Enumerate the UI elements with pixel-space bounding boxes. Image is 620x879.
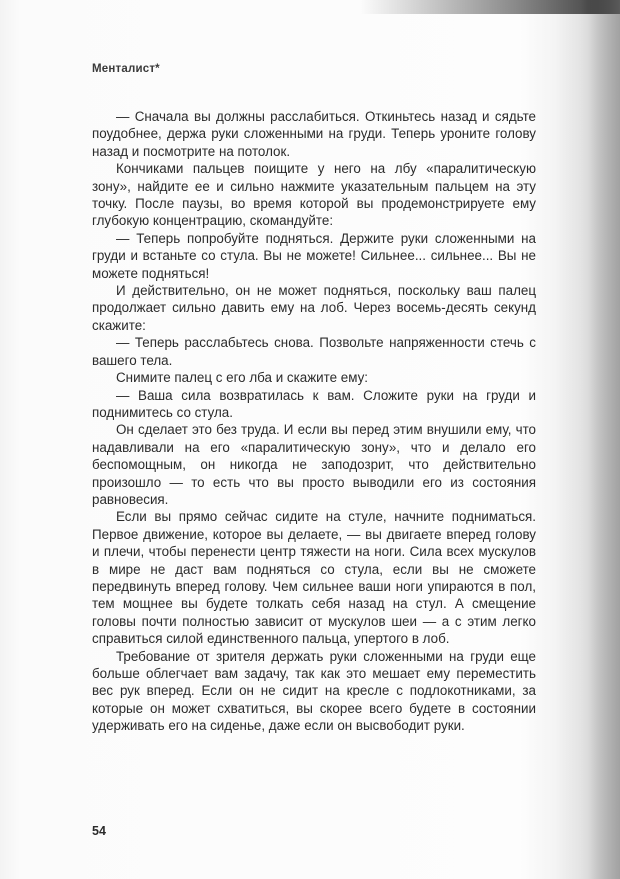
running-head: Менталист* [92,63,160,75]
paragraph: — Ваша сила возвратилась к вам. Сложите руки на груди и поднимитесь со стула. [92,387,536,420]
paragraph: — Сначала вы должны расслабиться. Откиньтесь назад и сядьте поудобнее, держа руки сложенными на груди. Теперь уроните голову назад и посмотрите на потолок. [92,109,536,159]
body-text [92,108,536,735]
scan-top-shadow [360,0,620,14]
paragraph: Кончиками пальцев поищите у него на лбу «паралитическую зону», найдите ее и сильно нажмите указательным пальцем на эту точку. После паузы, во время которой вы продемонстрируете ему глубокую концентрацию, скомандуйте: [92,161,536,229]
paragraph: — Теперь попробуйте подняться. Держите руки сложенными на груди и встаньте со стула. Вы не можете! Сильнее... сильнее... Вы не можете подняться! [92,230,536,281]
paragraph: Если вы прямо сейчас сидите на стуле, начните подниматься. Первое движение, которое вы делаете, — вы двигаете вперед голову и плечи, чтобы перенести центр тяжести на ноги. Сила всех мускулов в мире не даст вам подняться со стула, если вы не сможете передвинуть вперед голову. Чем сильнее ваши ноги упираются в пол, тем мощнее вы будете толкать себя назад на стул. А смещение головы почти полностью зависит от мускулов шеи — а с этим легко справиться силой единственного пальца, упертого в лоб. [92,509,536,647]
scan-spine-shadow [588,0,620,879]
paragraph: — Теперь расслабьтесь снова. Позвольте напряженности стечь с вашего тела. [92,335,536,368]
paragraph: Он сделает это без труда. И если вы перед этим внушили ему, что надавливали на его «паралитическую зону», что и делало его беспомощным, он никогда не заподозрит, что действительно произошло — то есть что вы просто выводили его из состояния равновесия. [92,422,536,507]
page-number: 54 [92,824,106,838]
paragraph: Снимите палец с его лба и скажите ему: [116,370,368,386]
paragraph: Требование от зрителя держать руки сложенными на груди еще больше облегчает вам задачу, так как это мешает ему переместить вес рук вперед. Если он не сидит на кресле с подлокотниками, за которые он может схватиться, вы скорее всего будете в состоянии удерживать его на сиденье, даже если он высвободит руки. [92,648,536,734]
paragraph: И действительно, он не может подняться, поскольку ваш палец продолжает сильно давить ему на лоб. Через восемь-десять секунд скажите: [92,283,536,333]
